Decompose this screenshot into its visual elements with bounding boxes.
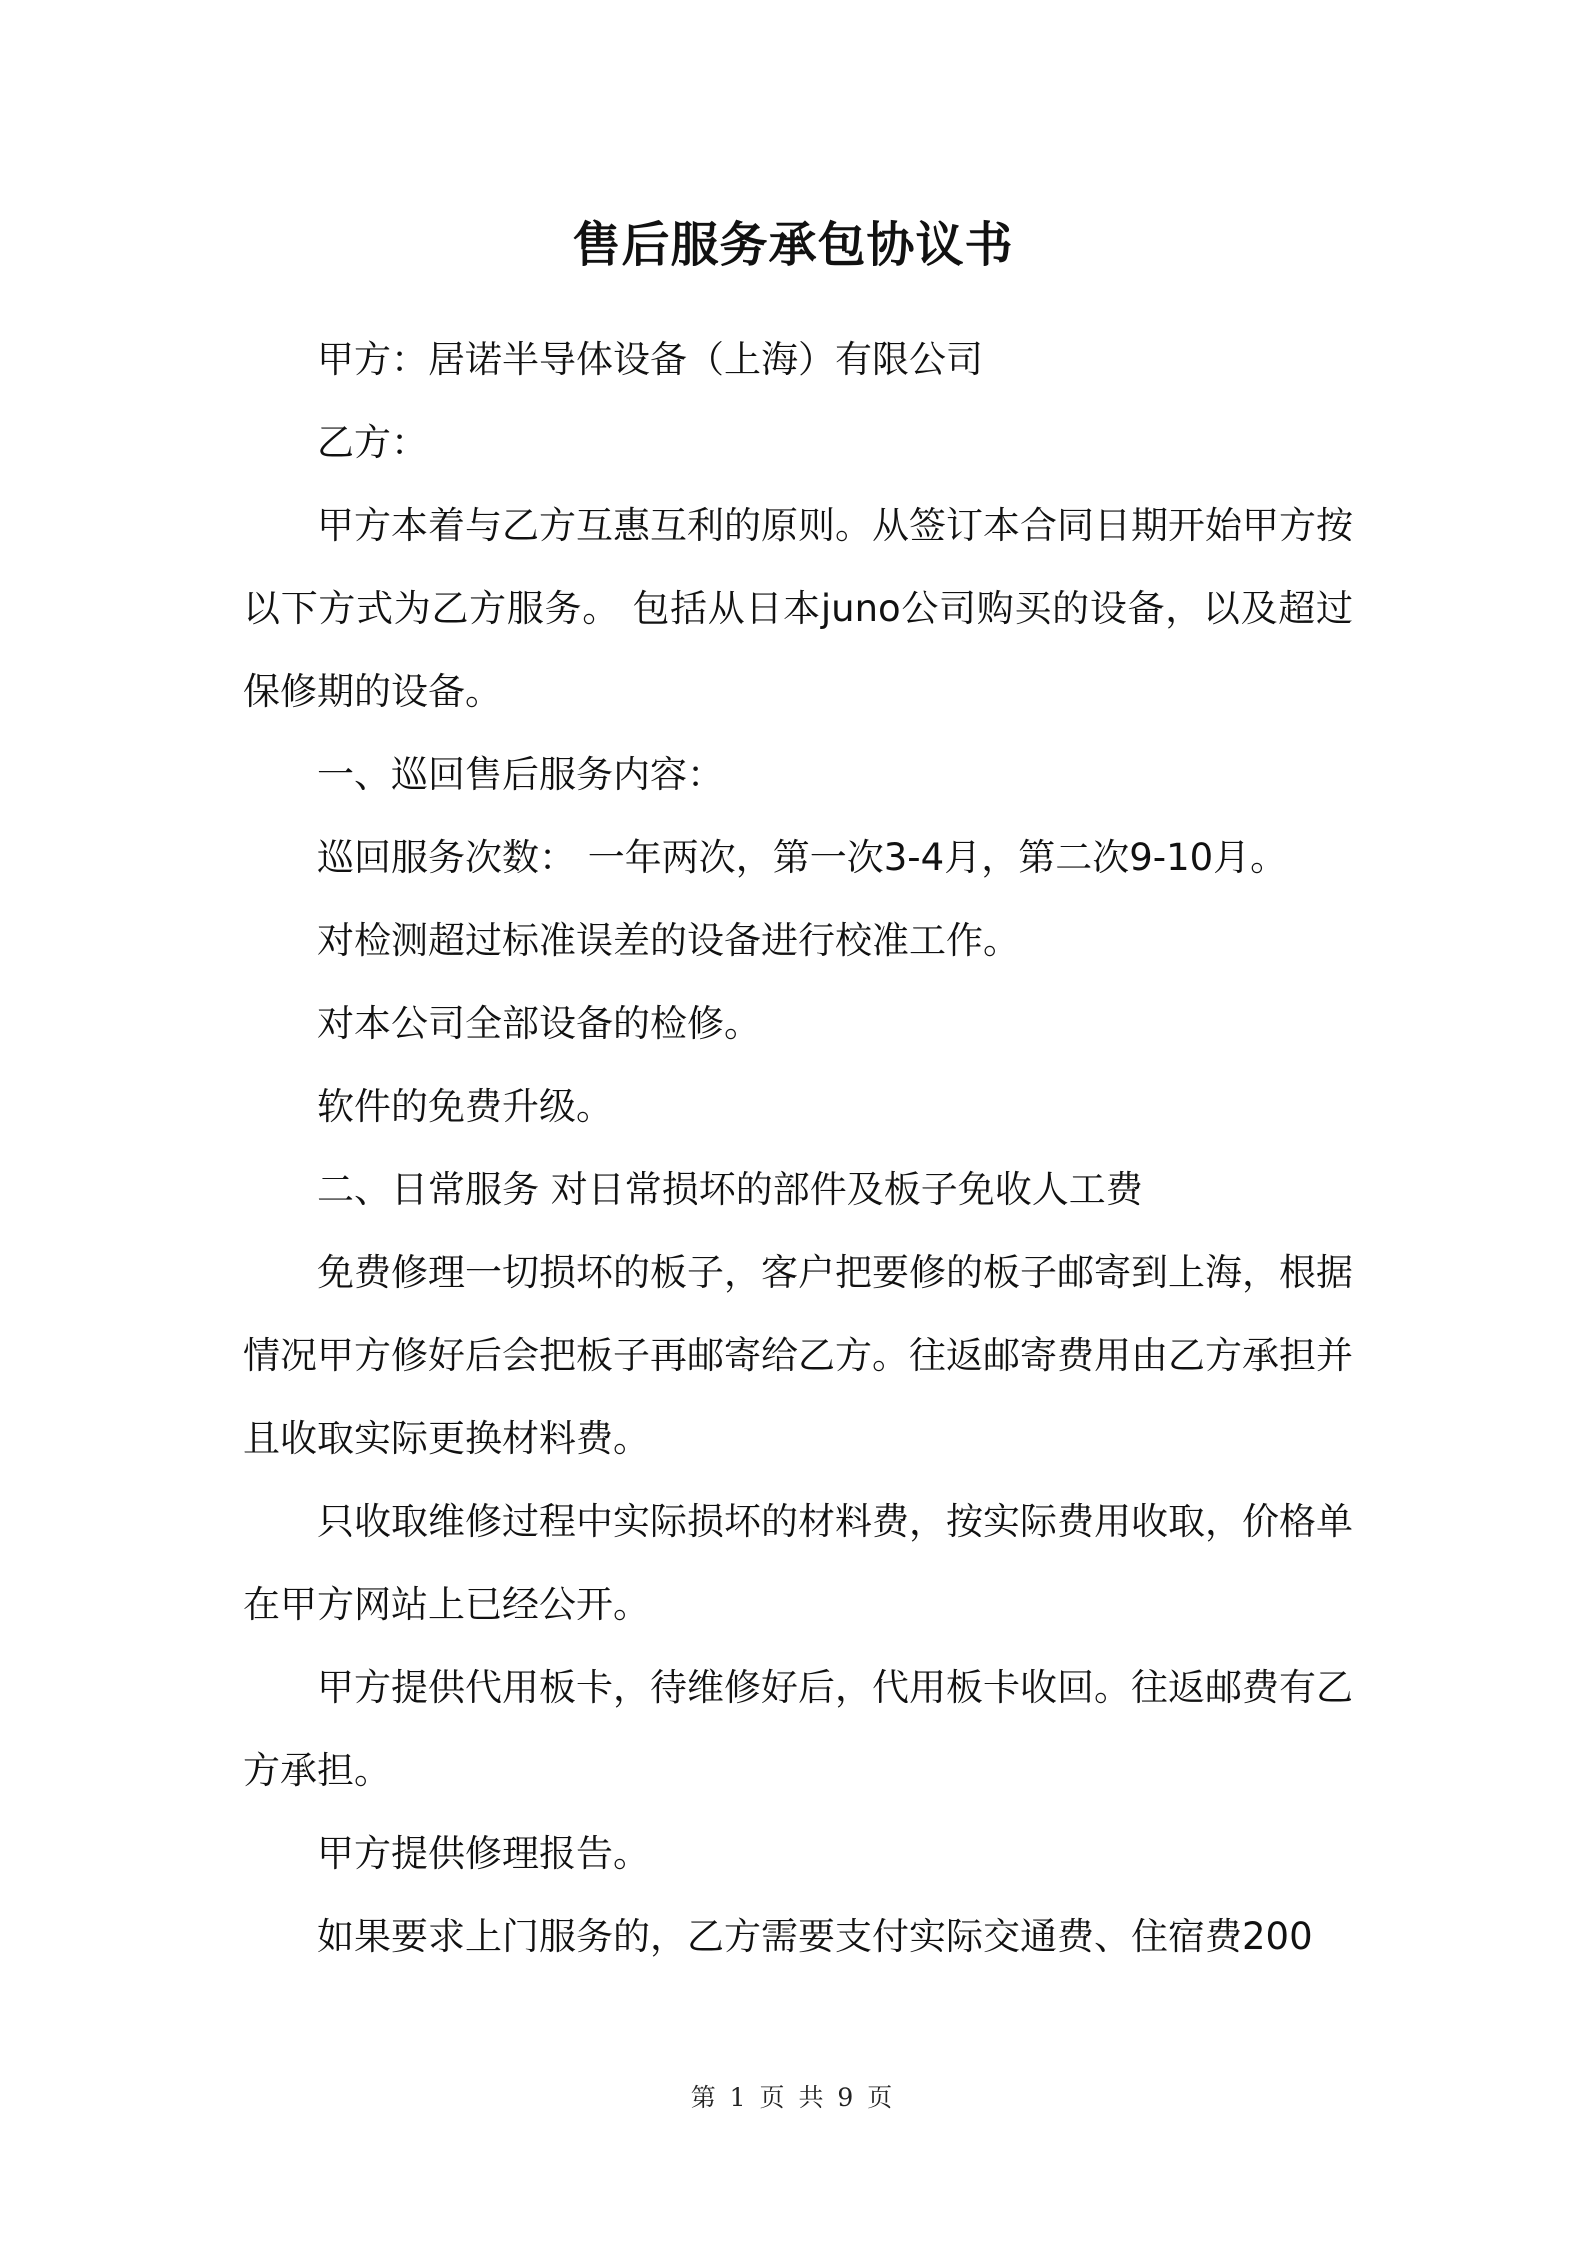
document-title: 售后服务承包协议书 [572, 217, 1014, 273]
party-a-line: 甲方：居诺半导体设备（上海）有限公司 [317, 338, 983, 381]
repair-report-line: 甲方提供修理报告。 [317, 1832, 650, 1875]
intro-paragraph: 甲方本着与乙方互惠互利的原则。从签订本合同日期开始甲方按以下方式为乙方服务。 包括从日本juno公司购买的设备，以及超过保修期的设备。 [243, 504, 1353, 713]
loaner-board-paragraph: 甲方提供代用板卡，待维修好后，代用板卡收回。往返邮费有乙方承担。 [243, 1666, 1353, 1792]
patrol-frequency-line: 巡回服务次数： 一年两次，第一次3-4月，第二次9-10月。 [317, 836, 1288, 879]
section-heading-2: 二、日常服务 对日常损坏的部件及板子免收人工费 [317, 1168, 1143, 1211]
material-fee-paragraph: 只收取维修过程中实际损坏的材料费，按实际费用收取，价格单在甲方网站上已经公开。 [243, 1500, 1353, 1626]
calibration-line: 对检测超过标准误差的设备进行校准工作。 [317, 919, 1020, 962]
board-repair-paragraph: 免费修理一切损坏的板子，客户把要修的板子邮寄到上海，根据情况甲方修好后会把板子再邮寄给乙方。往返邮寄费用由乙方承担并且收取实际更换材料费。 [243, 1251, 1353, 1460]
page-footer: 第 1 页 共 9 页 [690, 2083, 896, 2112]
software-upgrade-line: 软件的免费升级。 [317, 1085, 613, 1128]
document-body [243, 318, 1353, 1978]
party-b-line: 乙方： [317, 421, 428, 464]
maintenance-line: 对本公司全部设备的检修。 [317, 1002, 761, 1045]
onsite-service-paragraph: 如果要求上门服务的，乙方需要支付实际交通费、住宿费200 [317, 1915, 1313, 1958]
section-heading-1: 一、巡回售后服务内容： [317, 753, 724, 796]
